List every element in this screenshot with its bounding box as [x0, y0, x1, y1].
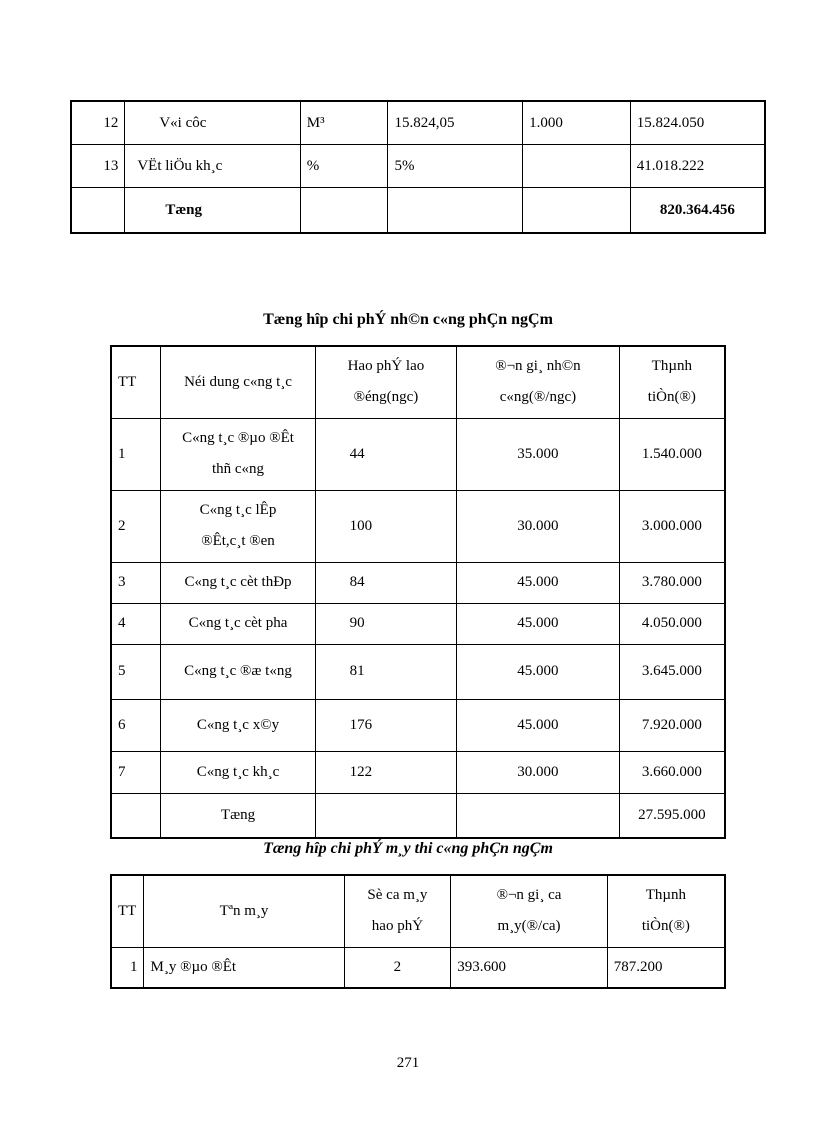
table-row: [111, 418, 725, 490]
header-price-line1: ®¬n gi¸ ca: [496, 887, 562, 904]
labor-days: 84: [315, 562, 457, 603]
labor-days: 90: [315, 603, 457, 644]
header-row: [111, 875, 725, 947]
work-content-line2: thñ c«ng: [211, 461, 265, 477]
header-price: [451, 875, 608, 947]
amount: 3.660.000: [619, 751, 725, 793]
row-number: 6: [111, 699, 161, 751]
unit-price: 30.000: [457, 751, 619, 793]
machine-shifts: 2: [344, 947, 451, 988]
row-number: 4: [111, 603, 161, 644]
unit-price: [523, 145, 631, 188]
work-content: C«ng t¸c ®æ t«ng: [161, 644, 315, 699]
unit-price: 35.000: [457, 418, 619, 490]
header-labor: [315, 346, 457, 418]
table-row: [111, 699, 725, 751]
amount: 4.050.000: [619, 603, 725, 644]
quantity: 15.824,05: [388, 101, 523, 145]
labor-days: 122: [315, 751, 457, 793]
empty-cell: [71, 188, 125, 234]
labor-days: 176: [315, 699, 457, 751]
empty-cell: [523, 188, 631, 234]
material-name: V«i côc: [125, 101, 300, 145]
unit: %: [300, 145, 388, 188]
amount: 3.780.000: [619, 562, 725, 603]
work-content: C«ng t¸c cèt pha: [161, 603, 315, 644]
header-price: [457, 346, 619, 418]
empty-cell: [300, 188, 388, 234]
table-row: [111, 562, 725, 603]
row-number: 1: [111, 418, 161, 490]
machine-name: M¸y ®µo ®Êt: [144, 947, 344, 988]
header-price-line2: c«ng(®/ngc): [499, 389, 577, 406]
header-labor-line1: Hao phÝ lao: [347, 358, 425, 375]
empty-cell: [111, 793, 161, 838]
work-content: [161, 418, 315, 490]
total-row: [71, 188, 765, 234]
table-row: [111, 490, 725, 562]
total-amount: 820.364.456: [630, 188, 765, 234]
header-amount-line2: tiÒn(®): [641, 918, 690, 935]
unit-price: 45.000: [457, 562, 619, 603]
amount: 787.200: [607, 947, 725, 988]
row-number: 2: [111, 490, 161, 562]
labor-days: 81: [315, 644, 457, 699]
row-number: 1: [111, 947, 144, 988]
header-shifts: [344, 875, 451, 947]
header-amount-line2: tiÒn(®): [647, 389, 696, 406]
amount: 15.824.050: [630, 101, 765, 145]
work-content: C«ng t¸c x©y: [161, 699, 315, 751]
header-shifts-line1: Sè ca m¸y: [367, 887, 428, 904]
unit-price: 1.000: [523, 101, 631, 145]
unit-price: 30.000: [457, 490, 619, 562]
header-labor-line2: ®éng(ngc): [353, 389, 419, 406]
table-row: [111, 603, 725, 644]
header-shifts-line2: hao phÝ: [371, 918, 424, 935]
table-row: [71, 145, 765, 188]
labor-days: 44: [315, 418, 457, 490]
total-label: Tæng: [161, 793, 315, 838]
work-content-line1: C«ng t¸c ®µo ®Êt: [182, 430, 294, 446]
table-row: [111, 751, 725, 793]
labor-table-title: Tæng hîp chi phÝ nh©n c«ng phÇn ngÇm: [263, 311, 553, 328]
work-content: C«ng t¸c kh¸c: [161, 751, 315, 793]
unit-price: 45.000: [457, 603, 619, 644]
table-row: [71, 101, 765, 145]
row-number: 3: [111, 562, 161, 603]
amount: 3.000.000: [619, 490, 725, 562]
amount: 41.018.222: [630, 145, 765, 188]
total-amount: 27.595.000: [619, 793, 725, 838]
empty-cell: [457, 793, 619, 838]
table-row: [111, 644, 725, 699]
machine-cost-table: [110, 874, 726, 989]
machine-table-title: Tæng hîp chi phÝ m¸y thi c«ng phÇn ngÇm: [263, 840, 553, 857]
header-machine-name: Tªn m¸y: [144, 875, 344, 947]
material-name: VËt liÖu kh¸c: [125, 145, 300, 188]
work-content-line2: ®Êt,c¸t ®en: [201, 533, 275, 549]
row-number: 12: [71, 101, 125, 145]
row-number: 5: [111, 644, 161, 699]
unit: M³: [300, 101, 388, 145]
row-number: 13: [71, 145, 125, 188]
empty-cell: [388, 188, 523, 234]
total-row: [111, 793, 725, 838]
header-amount-line1: Thµnh: [645, 887, 687, 904]
row-number: 7: [111, 751, 161, 793]
header-amount-line1: Thµnh: [651, 358, 692, 375]
unit-price: 45.000: [457, 644, 619, 699]
empty-cell: [315, 793, 457, 838]
amount: 7.920.000: [619, 699, 725, 751]
header-price-line1: ®¬n gi¸ nh©n: [495, 358, 581, 375]
header-tt: TT: [111, 875, 144, 947]
quantity: 5%: [388, 145, 523, 188]
work-content-line1: C«ng t¸c lÊp: [199, 502, 277, 518]
table-row: [111, 947, 725, 988]
amount: 1.540.000: [619, 418, 725, 490]
header-amount: [619, 346, 725, 418]
materials-table: [70, 100, 766, 234]
header-price-line2: m¸y(®/ca): [497, 918, 561, 935]
labor-days: 100: [315, 490, 457, 562]
header-amount: [607, 875, 725, 947]
header-row: [111, 346, 725, 418]
labor-cost-table: [110, 345, 726, 839]
header-tt: TT: [111, 346, 161, 418]
total-label: Tæng: [125, 188, 300, 234]
page-number: 271: [396, 1055, 420, 1071]
unit-price: 45.000: [457, 699, 619, 751]
work-content: [161, 490, 315, 562]
unit-price: 393.600: [451, 947, 608, 988]
work-content: C«ng t¸c cèt thÐp: [161, 562, 315, 603]
amount: 3.645.000: [619, 644, 725, 699]
header-content: Néi dung c«ng t¸c: [161, 346, 315, 418]
